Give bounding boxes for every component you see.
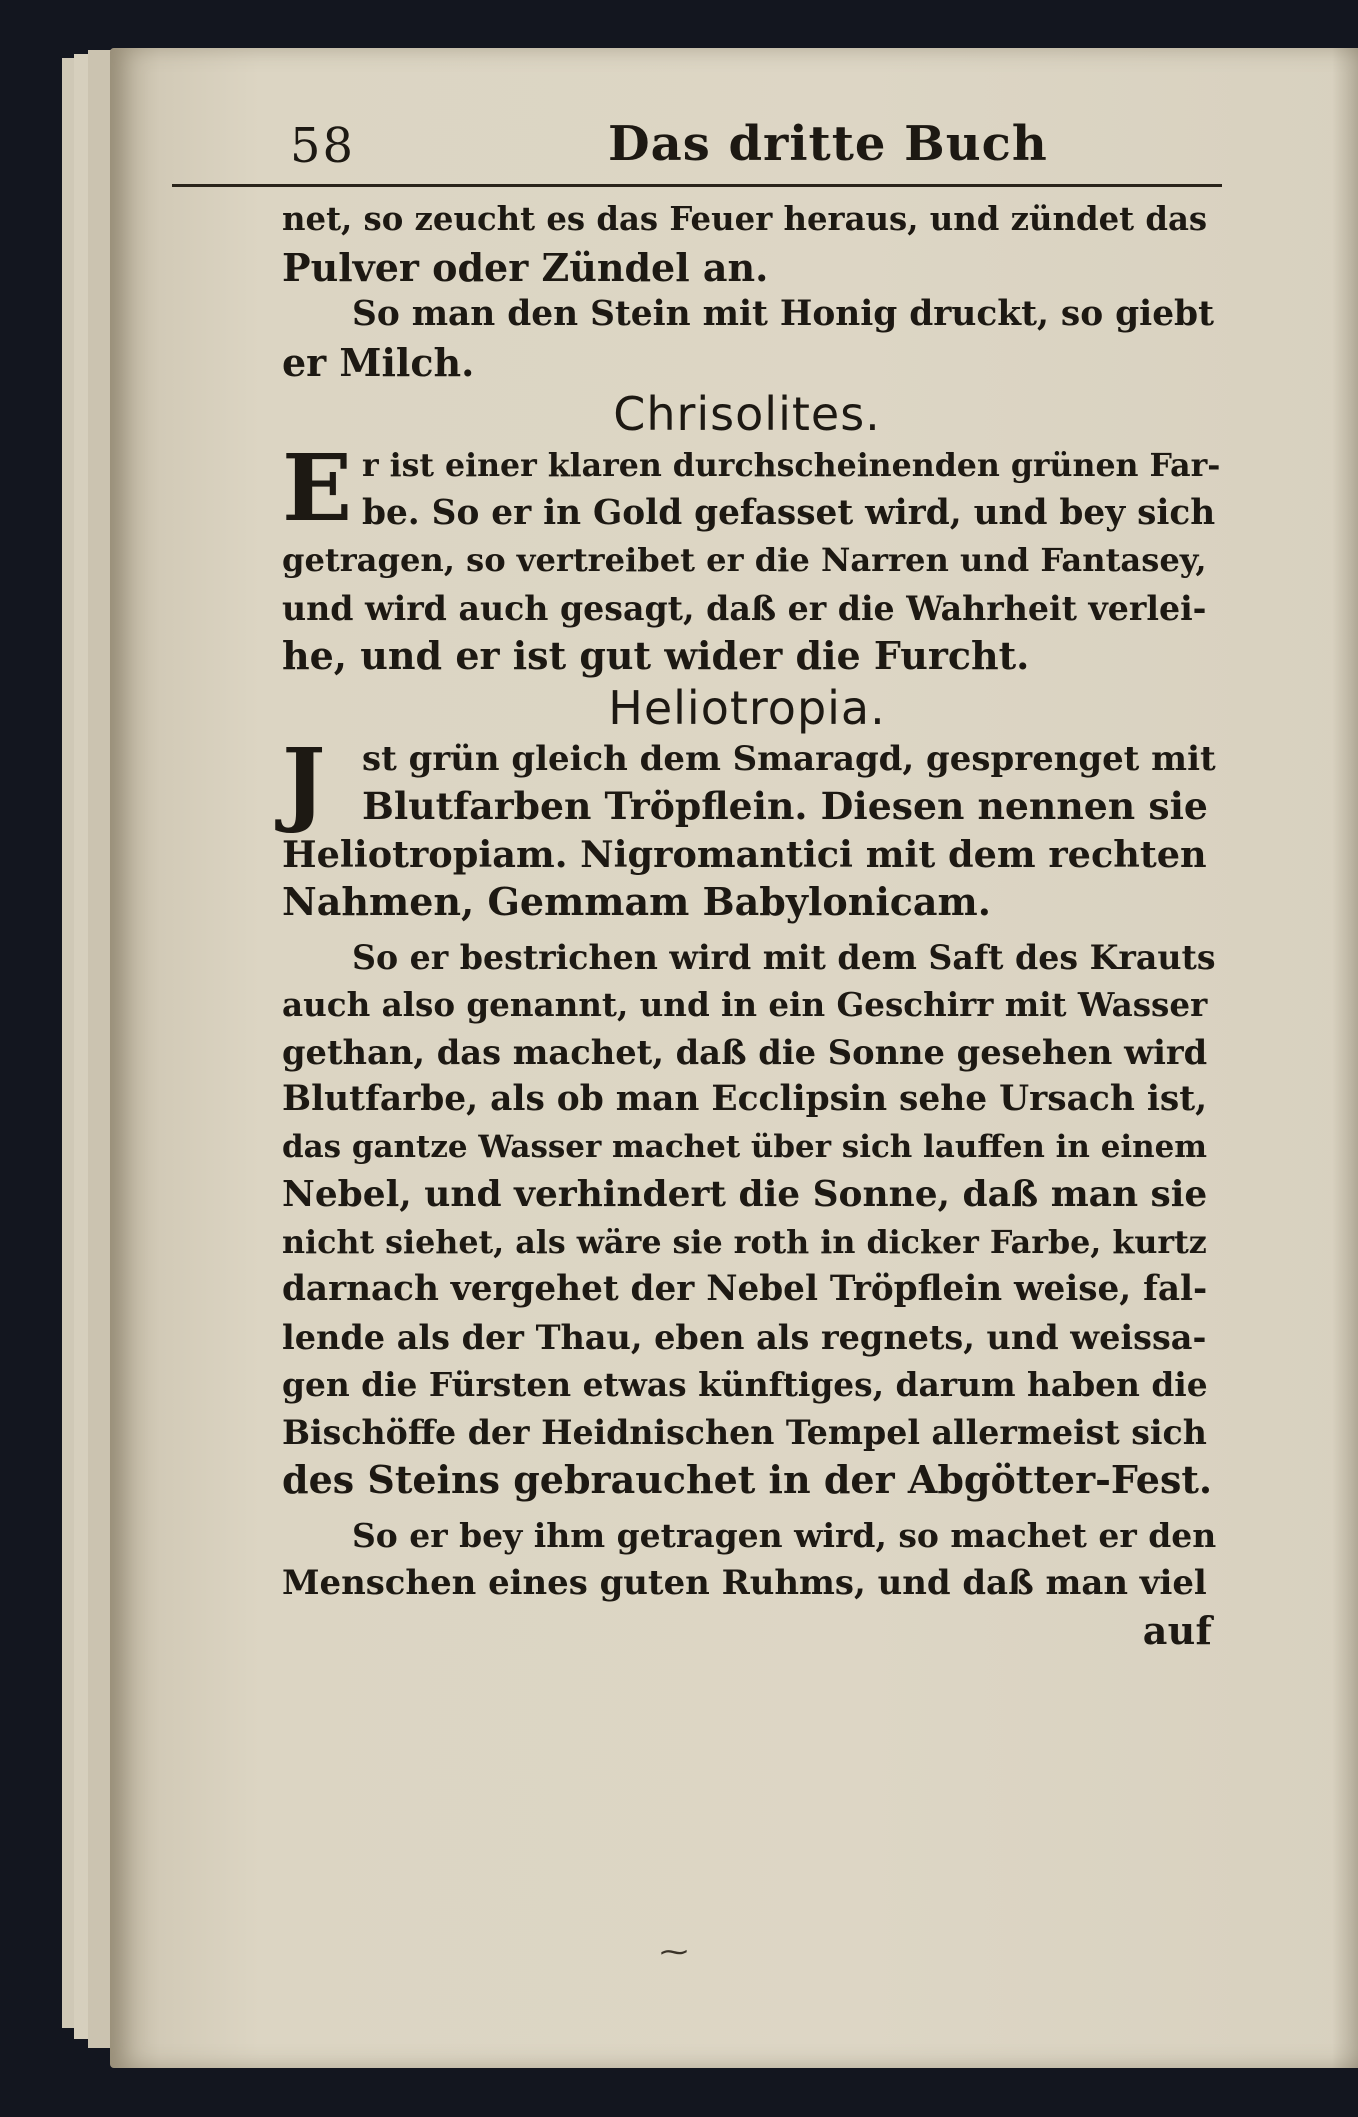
section-heading-heliotropia: Heliotropia. [608, 680, 886, 735]
section-heading-chrisolites: Chrisolites. [613, 387, 881, 441]
paragraph [282, 727, 1216, 926]
text-line: nicht siehet, als wäre sie roth in dicker Farbe, kurtz [282, 1223, 1207, 1261]
text-line: getragen, so vertreibet er die Narren und Fantasey, [282, 541, 1207, 579]
text-line: Menschen eines guten Ruhms, und daß man viel [282, 1562, 1207, 1602]
text-line-content: st grün gleich dem Smaragd, gesprenget mit [362, 738, 1216, 779]
text-line: Blutfarben Tröpflein. Diesen nennen sie [362, 784, 1208, 828]
ink-smudge: ⁓ [660, 1937, 688, 1968]
text-line: auch also genannt, und in ein Geschirr mit Wasser [282, 985, 1208, 1024]
drop-cap: E [282, 434, 353, 542]
text-line: So er bey ihm getragen wird, so machet er den [352, 1515, 1217, 1555]
text-line: des Steins gebrauchet in der Abgötter-Fest. [282, 1457, 1213, 1502]
paragraph-gap [282, 926, 1212, 934]
text-line: lende als der Thau, eben als regnets, und weissa- [282, 1317, 1207, 1357]
paragraph [282, 934, 1216, 1504]
text-block [172, 112, 1222, 1653]
text-line: das gantze Wasser machet über sich lauffen in einem [282, 1128, 1208, 1165]
text-line: darnach vergehet der Nebel Tröpflein weise, fal- [282, 1269, 1208, 1309]
catchword: auf [1142, 1607, 1212, 1653]
text-line-content: r ist einer klaren durchscheinenden grünen Far- [362, 447, 1221, 484]
text-line: Blutfarbe, als ob man Ecclipsin sehe Ursach ist, [282, 1079, 1208, 1119]
text-line: Nahmen, Gemmam Babylonicam. [282, 879, 991, 924]
running-head: Das dritte Buch [608, 116, 1048, 172]
text-line: net, so zeucht es das Feuer heraus, und zündet das [282, 200, 1208, 238]
paragraph [282, 1512, 1217, 1607]
text-line: So man den Stein mit Honig druckt, so giebt [352, 294, 1214, 334]
paragraph [282, 196, 1212, 291]
paragraph [282, 434, 1221, 680]
text-line: Nebel, und verhindert die Sonne, daß man sie [282, 1173, 1208, 1215]
text-line: er Milch. [282, 339, 475, 385]
text-line: So er bestrichen wird mit dem Saft des Krauts [352, 937, 1216, 977]
text-line: be. So er in Gold gefasset wird, und bey sich [362, 492, 1216, 533]
text-line: gen die Fürsten etwas künftiges, darum haben die [282, 1365, 1208, 1404]
page-number: 58 [290, 118, 356, 174]
paragraph [282, 291, 1212, 386]
text-line: gethan, das machet, daß die Sonne gesehen wird [282, 1031, 1208, 1072]
paragraph-gap [282, 1504, 1212, 1512]
text-line: und wird auch gesagt, daß er die Wahrheit verlei- [282, 588, 1207, 628]
text-line: he, und er ist gut wider die Furcht. [282, 633, 1030, 678]
page-header [172, 112, 1222, 187]
drop-cap: J [282, 727, 326, 836]
text-line: Bischöffe der Heidnischen Tempel allermeist sich [282, 1412, 1207, 1452]
text-line: Heliotropiam. Nigromantici mit dem rechten [282, 832, 1207, 876]
page-body [282, 196, 1221, 1654]
gutter-shadow [1332, 48, 1358, 2068]
text-line: Pulver oder Zündel an. [282, 244, 769, 290]
